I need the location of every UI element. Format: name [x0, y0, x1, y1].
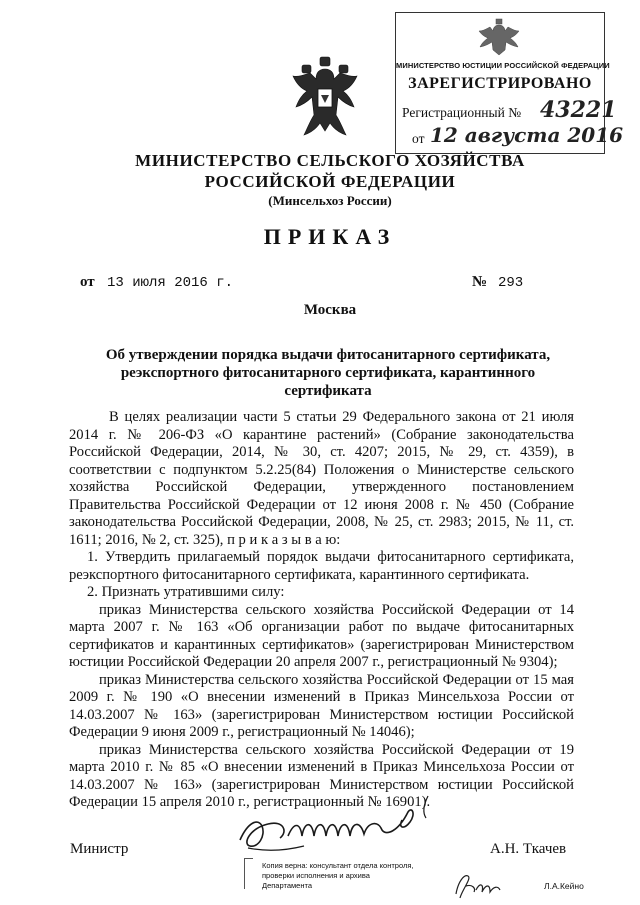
paragraph-item-2: 2. Признать утратившими силу: [87, 584, 285, 600]
paragraph-revoked-3: приказ Министерства сельского хозяйства Российской Федерации от 19 марта 2010 г. № 85 «О внесении изменений в Приказ Минсельхоза России от 14.03.2007 № 163» (зарегистрирован Министерством юстиции Российской Федерации 15 апреля 2010 г., регистрационный № 16901). [69, 741, 574, 810]
copy-signature-icon [446, 868, 516, 900]
stamp-ministry: МИНИСТЕРСТВО ЮСТИЦИИ РОССИЙСКОЙ ФЕДЕРАЦИИ [396, 61, 610, 70]
stamp-reg-label: Регистрационный № [402, 105, 522, 120]
paragraph-revoked-2: приказ Министерства сельского хозяйства Российской Федерации от 15 мая 2009 г. № 190 «О внесении изменений в Приказ Минсельхоза России от 14.03.2007 № 163» (зарегистрирован Министерством юстиции Российской Федерации 9 июня 2009 г., регистрационный № 14046); [69, 671, 574, 740]
copy-certification-note [262, 861, 414, 891]
copy-note-line2: проверки исполнения и архива [262, 871, 370, 880]
date-label: от [80, 274, 95, 290]
registration-stamp [395, 12, 624, 154]
signer-name: А.Н. Ткачев [490, 841, 567, 857]
ministry-short-name: (Минсельхоз России) [268, 193, 392, 208]
ministry-name-line2: РОССИЙСКОЙ ФЕДЕРАЦИИ [204, 172, 456, 191]
signer-title: Министр [70, 841, 129, 857]
city: Москва [303, 302, 357, 318]
order-date: 13 июля 2016 г. [107, 275, 234, 291]
ministry-name-line1: МИНИСТЕРСТВО СЕЛЬСКОГО ХОЗЯЙСТВА [135, 151, 525, 170]
stamp-reg-number: 43221 [540, 97, 617, 123]
paragraph-revoked-1: приказ Министерства сельского хозяйства Российской Федерации от 14 марта 2007 г. № 163 «Об организации работ по выдаче фитосанитарных сертификатов и карантинных сертификатов» (зарегистрирован Министерством юстиции Российской Федерации 20 апреля 2007 г., регистрационный № 9304); [69, 601, 574, 670]
paragraph-preamble: В целях реализации части 5 статьи 29 Федерального закона от 21 июля 2014 г. № 206-ФЗ «О карантине растений» (Собрание законодательства Российской Федерации, 2014, № 30, ст. 4207; 2015, № 29, ст. 4359), в соответствии с подпунктом 5.2.25(84) Положения о Министерстве сельского хозяйства Российской Федерации, утвержденного постановлением Правительства Российской Федерации от 12 июня 2008 г. № 450 (Собрание законодательства Российской Федерации, 2008, № 25, ст. 2983; 2015, № 11, ст. 1611; 2016, № 2, ст. 325), п р и к а з ы в а ю: [69, 409, 574, 548]
stamp-date-value: 12 августа 2016 [430, 123, 624, 147]
document-type-title: ПРИКАЗ [263, 224, 397, 249]
copy-bracket [244, 858, 253, 889]
stamp-title: ЗАРЕГИСТРИРОВАНО [408, 75, 592, 92]
paragraph-item-1: 1. Утвердить прилагаемый порядок выдачи фитосанитарного сертификата, реэкспортного фитосанитарного сертификата, карантинного сертификата. [69, 549, 574, 583]
stamp-eagle-emblem-icon [474, 17, 524, 59]
order-subject: Об утверждении порядка выдачи фитосанитарного сертификата, реэкспортного фитосанитарного сертификата, карантинного сертификата [105, 347, 551, 399]
order-body [69, 409, 574, 812]
copy-note-line1: Копия верна: консультант отдела контроля, [262, 861, 414, 870]
order-number: 293 [498, 275, 524, 291]
coat-of-arms-icon [290, 55, 360, 145]
copy-note-line3: Департамента [262, 881, 313, 890]
stamp-date-label: от [412, 131, 425, 146]
number-label: № [472, 274, 488, 290]
handwritten-signature-icon [228, 792, 458, 862]
copy-certifier-name: Л.А.Кейно [544, 881, 584, 891]
